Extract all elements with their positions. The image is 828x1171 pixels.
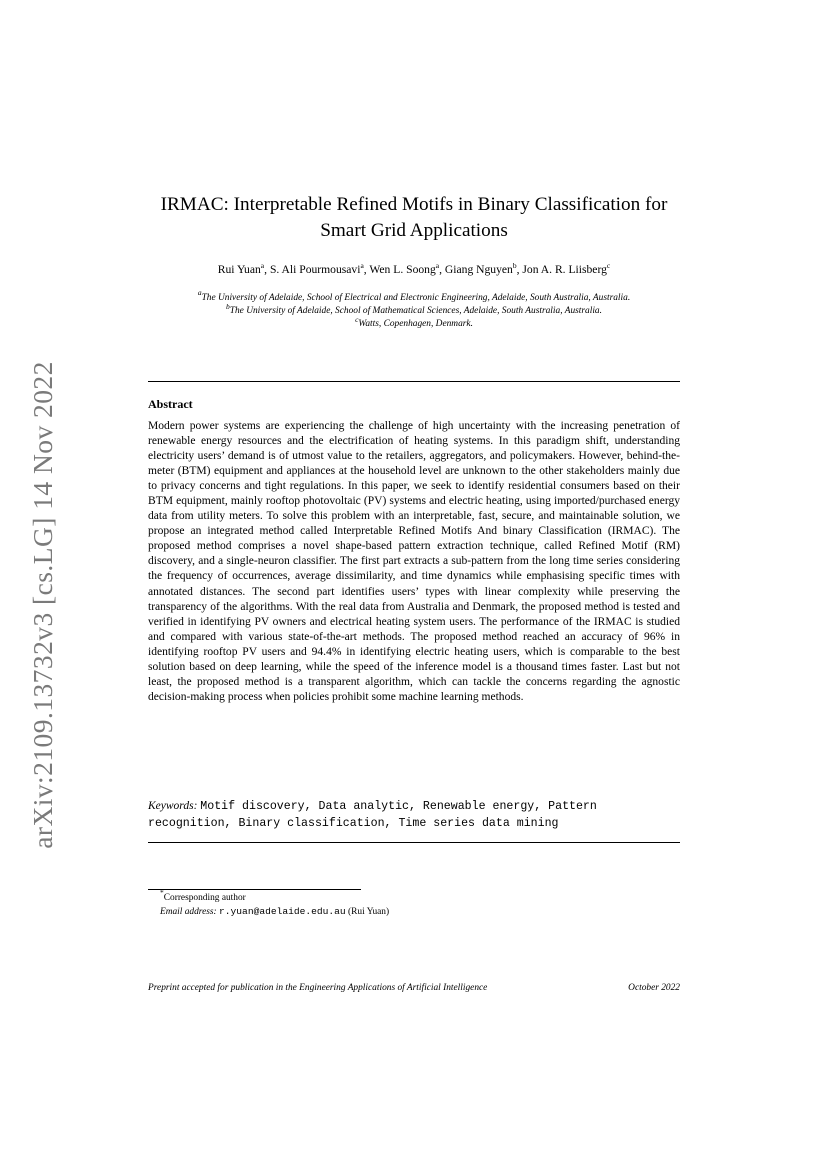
affiliation	[120, 288, 708, 305]
keywords-line-2	[148, 815, 680, 832]
affiliation-mark: c	[355, 314, 359, 324]
footnote-mark: *	[160, 888, 164, 898]
keywords	[148, 798, 680, 832]
abstract-body: Modern power systems are experiencing the challenge of high uncertainty with the increasing penetration of renewable energy resources and the electrification of heating systems. In this paradigm shift, understanding electricity users’ demand is of utmost value to the retailers, aggregators, and policymakers. However, behind-the-meter (BTM) equipment and appliances at the household level are unknown to the other stakeholders mainly due to privacy concerns and tight regulations. In this paper, we seek to identify residential consumers based on their BTM equipment, mainly rooftop photovoltaic (PV) systems and electric heating, using imported/purchased energy data from utility meters. To solve this problem with an interpretable, fast, secure, and maintainable solution, we propose an integrated method called Interpretable Refined Motifs And binary Classification (IRMAC). The proposed method comprises a novel shape-based pattern extraction technique, called Refined Motif (RM) discovery, and a single-neuron classifier. The first part extracts a sub-pattern from the long time series considering the frequency of occurrences, average dissimilarity, and time dynamics while emphasising specific times with annotated distances. The second part identifies users’ types with linear complexity while preserving the transparency of the algorithms. With the real data from Australia and Denmark, the proposed method is tested and verified in identifying PV owners and electrical heating system users. The performance of the IRMAC is studied and compared with various state-of-the-art methods. The proposed method reached an accuracy of 96% in identifying rooftop PV users and 94.4% in identifying electric heating users, which is comparable to the best solution based on deep learning, while the speed of the inference model is a thousand times faster. Last but not least, the proposed method is a transparent algorithm, which can tackle the concerns regarding the agnostic decision-making process when policies prohibit some machine learning methods.	[148, 420, 680, 703]
abstract-heading: Abstract	[148, 397, 193, 411]
author-affil-mark: c	[606, 260, 611, 270]
author-affil-mark: a	[435, 260, 440, 270]
affiliation	[120, 301, 708, 318]
author-name: Giang Nguyen	[444, 263, 513, 276]
affiliation-mark: a	[197, 288, 202, 298]
footnote-rule	[148, 889, 361, 890]
email-address-link[interactable]: r.yuan@adelaide.edu.au	[219, 906, 346, 917]
arxiv-identifier: arXiv:2109.13732v3 [cs.LG] 14 Nov 2022	[27, 361, 59, 849]
author-affil-mark: a	[360, 260, 364, 270]
affiliation-text: The University of Adelaide, School of Mathematical Sciences, Adelaide, South Australia, Australia.	[229, 306, 602, 317]
affiliation	[120, 314, 708, 331]
keywords-label: Keywords:	[148, 800, 198, 812]
keywords-text-2: recognition, Binary classification, Time series data mining	[148, 817, 559, 830]
arxiv-side-stamp	[23, 360, 63, 850]
footnote-corresponding-text: Corresponding author	[163, 893, 246, 903]
email-owner: (Rui Yuan)	[348, 907, 390, 917]
affiliation-text: Watts, Copenhagen, Denmark.	[358, 319, 473, 330]
author-name: Jon A. R. Liisberg	[522, 263, 607, 276]
affiliation-mark: b	[226, 301, 230, 311]
affiliation-text: The University of Adelaide, School of Electrical and Electronic Engineering, Adelaide, South Australia, Australia.	[201, 293, 631, 303]
title-line-2: Smart Grid Applications	[320, 220, 508, 241]
footnote-email	[160, 905, 680, 919]
affiliations	[120, 288, 708, 332]
title-line-1: IRMAC: Interpretable Refined Motifs in Binary Classification for	[160, 194, 668, 215]
email-label: Email address:	[160, 907, 217, 917]
abstract-top-rule	[148, 381, 680, 382]
author-name: S. Ali Pourmousavi	[269, 263, 361, 276]
author-list: Rui Yuan$^a$, S. Ali Pourmousavi$^a$, Wen L. Soong$^a$, Giang Nguyen$^b$, Jon A. R. Liisberg$^c$	[217, 260, 611, 276]
preprint-note: Preprint accepted for publication in the Engineering Applications of Artificial Intelligence	[148, 983, 488, 993]
paper-title	[120, 192, 708, 244]
author-name: Wen L. Soong	[369, 263, 436, 276]
keywords-line-1	[148, 798, 680, 815]
author-name: Rui Yuan	[217, 263, 261, 276]
footnote	[160, 888, 680, 919]
author-affil-mark: a	[260, 260, 265, 270]
keywords-text-1: Motif discovery, Data analytic, Renewable energy, Pattern	[200, 800, 597, 813]
author-affil-mark: b	[512, 260, 517, 270]
abstract-bottom-rule	[148, 842, 680, 843]
preprint-date: October 2022	[628, 983, 680, 993]
footnote-corresponding	[160, 888, 680, 905]
